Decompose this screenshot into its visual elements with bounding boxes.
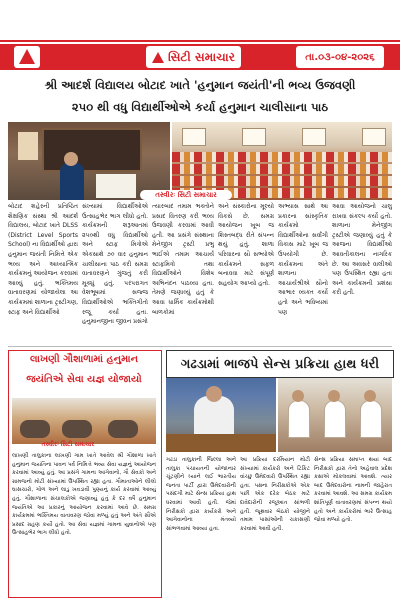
photo-person-head (328, 390, 340, 402)
story1-photo-credit: તસ્વીરઃ સિટી સમાચાર (140, 190, 232, 200)
photo-person-head (206, 386, 222, 402)
story3-title-box (166, 350, 394, 378)
story2-title (8, 350, 160, 394)
story3-column: આ પ્રક્રિયા દરમિયાન મોટી સંખ્યામાં કાર્યકરો અને ટિકિટ વાંચ્છુ ઉમેદવારો ઉપસ્થિત રહ્યા હતા. પક્ષના નિરીક્ષકોએ એક પછી એક દરેક બેઠક માટે દાવેદારોની રજૂઆત સાંભળી હતી. જૂથવાર બેઠકો યોજીને તમામ પાસાંઓની ચકાસણી કરવામાં આવી હતી. (240, 457, 310, 532)
photo-student-head (64, 152, 78, 166)
story1-column: સંખ્યામાં વિદ્યાર્થીઓએ ઉત્સાહભેર ભાગ લીધો હતો. કાર્યક્રમની શરૂઆતમાં ૨૫૦થી વધુ વિદ્યાર્થીઓ અને સ્ટાફ મિત્રોએ એકસાથે ૭૦ વાર હનુમાન ચાલીસાના પાઠ કરી સમગ્ર વાતાવરણને ગુંજતું કરી મૂક્યું હતું. પરંપરાગત વેશભૂષામાં સજ્જ વિદ્યાર્થીઓએ ભક્તિગીતો રજૂ કર્યા હતા. હનુમાનજીના જીવન પ્રસંગો (82, 203, 148, 326)
photo-crowd-row (172, 152, 392, 162)
story1-headline (8, 74, 392, 120)
photo-student (60, 162, 84, 200)
story1-photo-stage (8, 122, 170, 200)
photo-person-head (364, 390, 376, 402)
photo-window (302, 128, 326, 146)
story1-column: ત્યારબાદ તમામ ભક્તોને પ્રસાદ વિતરણ કરી ભવ્ય ઉજવણી કરવામાં આવી હતી. આ પ્રસંગે સંસ્થાના મેનેજીંગ ટ્રસ્ટી પ્રભુ ભાઈએ તમામ આચાર્ય સ્ટાફમિત્રો તથા વિદ્યાર્થીઓને વિશેષ અભિનંદન પાઠવ્યા હતા. તેમણે જણાવ્યું હતું કે આવા ધાર્મિક કાર્યક્રમોથી બાળકોમાં (152, 203, 214, 316)
story2-title-line-2: જયંતિએ સેવા યજ્ઞ યોજાયો (26, 374, 142, 385)
story2-title-line-1: લાખણી ગૌશાળામાં હનુમાન (29, 354, 139, 365)
photo-frame (18, 132, 38, 160)
section-divider (8, 346, 392, 347)
photo-backdrop (42, 128, 142, 172)
photo-podium (96, 174, 136, 198)
photo-crowd-row (172, 164, 392, 174)
photo-person (288, 400, 310, 438)
story1-photo-assembly (172, 122, 392, 200)
headline-line-1: શ્રી આદર્શ વિદ્યાલય બોટાદ ખાતે 'હનુમાન જયંતી'ની ભવ્ય ઉજવણી (44, 78, 356, 92)
story1-column: બોટાદ શહેરની પ્રતિષ્ઠિત શૈક્ષણિક સંસ્થા શ્રી આદર્શ વિદ્યાલય, બોટાદ ખાતે DLSS (District Level Sports School) ના વિદ્યાર્થીઓ દ્વારા હનુમાન જયંતી નિમિત્તે એક ભવ્ય અને આધ્યાત્મિક કાર્યક્રમનું આયોજન કરવામાં આવ્યું હતું. ભક્તિમય વાતાવરણમાં યોજાયેલા આ કાર્યક્રમમાં શાળાના ટ્રસ્ટીગણ, સ્ટાફ અને વિદ્યાર્થીઓ (8, 203, 78, 316)
story1-column: અને સંસ્કારોના મૂલ્યો વિકસે છે. સમગ્ર આયોજન ખૂબ જ શિસ્તબદ્ધ રીતે સંપન્ન થયું હતું. શાળા પરિવારના સૌ સભ્યોએ કાર્યક્રમને સફળ બનાવવા માટે સંપૂર્ણ સહયોગ આપ્યો હતો. (218, 203, 274, 287)
top-rule (0, 40, 400, 42)
story3-column: ગઢડા તાલુકાની જિલ્લા અને તાલુકા પંચાયતની યોજાનાર ચૂંટણીને ધ્યાને લઈ ભારતીય જનતા પાર્ટી દ્વારા ઉમેદવારોની પસંદગી માટે સેન્સ પ્રક્રિયા હાથ ધરવામાં આવી હતી. જેમાં નિરીક્ષકો દ્વારા કાર્યકરો અને આગેવાનોના મંતવ્યો સાંભળવામાં આવ્યા હતા. (166, 457, 236, 532)
photo-person (360, 400, 382, 438)
headline-line-2: ૨૫૦ થી વધુ વિદ્યાર્થીઓએ કર્યા હનુમાન ચાલીસાના પાઠ (71, 100, 329, 114)
story2-photo-gaushala (12, 398, 156, 444)
photo-cow (62, 420, 92, 438)
story3-column: સેન્સ પ્રક્રિયા સમાપ્ત થયા બાદ નિરીક્ષકો દ્વારા તેનો અહેવાલ પ્રદેશ કક્ષાએ મોકલવામાં આવશે. ત્યાર બાદ ઉમેદવારોના નામની જાહેરાત કરવામાં આવશે. આ સમગ્ર કાર્યક્રમ શાંતિપૂર્ણ વાતાવરણમાં સંપન્ન થયો હતો અને કાર્યકરોમાં ભારે ઉત્સાહ જોવા મળ્યો હતો. (314, 457, 392, 524)
photo-cow (20, 420, 50, 438)
story2-body: લાખણી તાલુકાના લાખણી ગામ ખાતે આવેલ શ્રી ગૌશાળા ખાતે હનુમાન જયંતિના પાવન પર્વ નિમિત્તે ભવ્ય સેવા યજ્ઞનું આયોજન કરવામાં આવ્યું હતું. આ પ્રસંગે ગામના આગેવાનો, ગૌ સેવકો અને ગ્રામજનો મોટી સંખ્યામાં ઉપસ્થિત રહ્યા હતા. ગૌમાતાઓને લીલો ઘાસચારો, ગોળ અને લાડુ ખવડાવી પુણ્યનું કાર્ય કરવામાં આવ્યું હતું. ગૌશાળાના સંચાલકોએ જણાવ્યું હતું કે દર વર્ષે હનુમાન જયંતિએ આ પ્રકારનું આયોજન કરવામાં આવે છે. સમગ્ર કાર્યક્રમમાં ભક્તિમય વાતાવરણ જોવા મળ્યું હતું અને અંતે સૌએ પ્રસાદ ગ્રહણ કર્યો હતો. આ સેવા યજ્ઞમાં ગામના યુવાનોએ પણ ઉત્સાહભેર ભાગ લીધો હતો. (12, 453, 156, 537)
photo-window (242, 128, 266, 146)
red-triangle-icon (19, 49, 35, 64)
photo-cow (108, 420, 138, 438)
brand-name: સિટી સમાચાર (168, 49, 235, 64)
story3-title: ગઢડામાં ભાજપે સેન્સ પ્રક્રિયા હાથ ધરી (180, 356, 380, 372)
brand-triangle-icon (152, 52, 164, 63)
photo-person (324, 400, 346, 438)
photo-window (362, 128, 386, 146)
story1-column: અભ્યાસ સાથે આ પ્રકારના સાંસ્કૃતિક કાર્યક્રમો વિદ્યાર્થીઓના સર્વાંગી વિકાસ માટે ખૂબ જ ઉપયોગી છે. કાર્યક્રમના અંતે શાળાના આચાર્યશ્રીએ સૌનો આભાર વ્યક્ત કર્યો હતો અને ભવિષ્યમાં પણ (278, 203, 328, 316)
story1-column: આવા આયોજનો ચાલુ રાખવા સંકલ્પ કર્યો હતો. શાળાના મેનેજીંગ ટ્રસ્ટીએ જણાવ્યું હતું કે આજના વિદ્યાર્થીઓ આવતીકાલના નાગરિક છે. આ અવસરે વાલીઓ પણ ઉપસ્થિત રહ્યા હતા અને કાર્યક્રમની પ્રશંસા કરી હતી. (332, 203, 392, 297)
photo-window (182, 128, 206, 146)
photo-desk (166, 434, 276, 452)
issue-date: તા.૦૩-૦૪-૨૦૨૬ (296, 46, 384, 68)
photo-crowd-row (172, 176, 392, 186)
photo-person-head (292, 390, 304, 402)
story2-photo-credit: તસ્વીરઃ સિટી સમાચાર (41, 441, 95, 448)
brand-logo (146, 46, 241, 68)
story3-photo-speaker (166, 378, 276, 452)
story3-photo-meeting (278, 378, 392, 452)
